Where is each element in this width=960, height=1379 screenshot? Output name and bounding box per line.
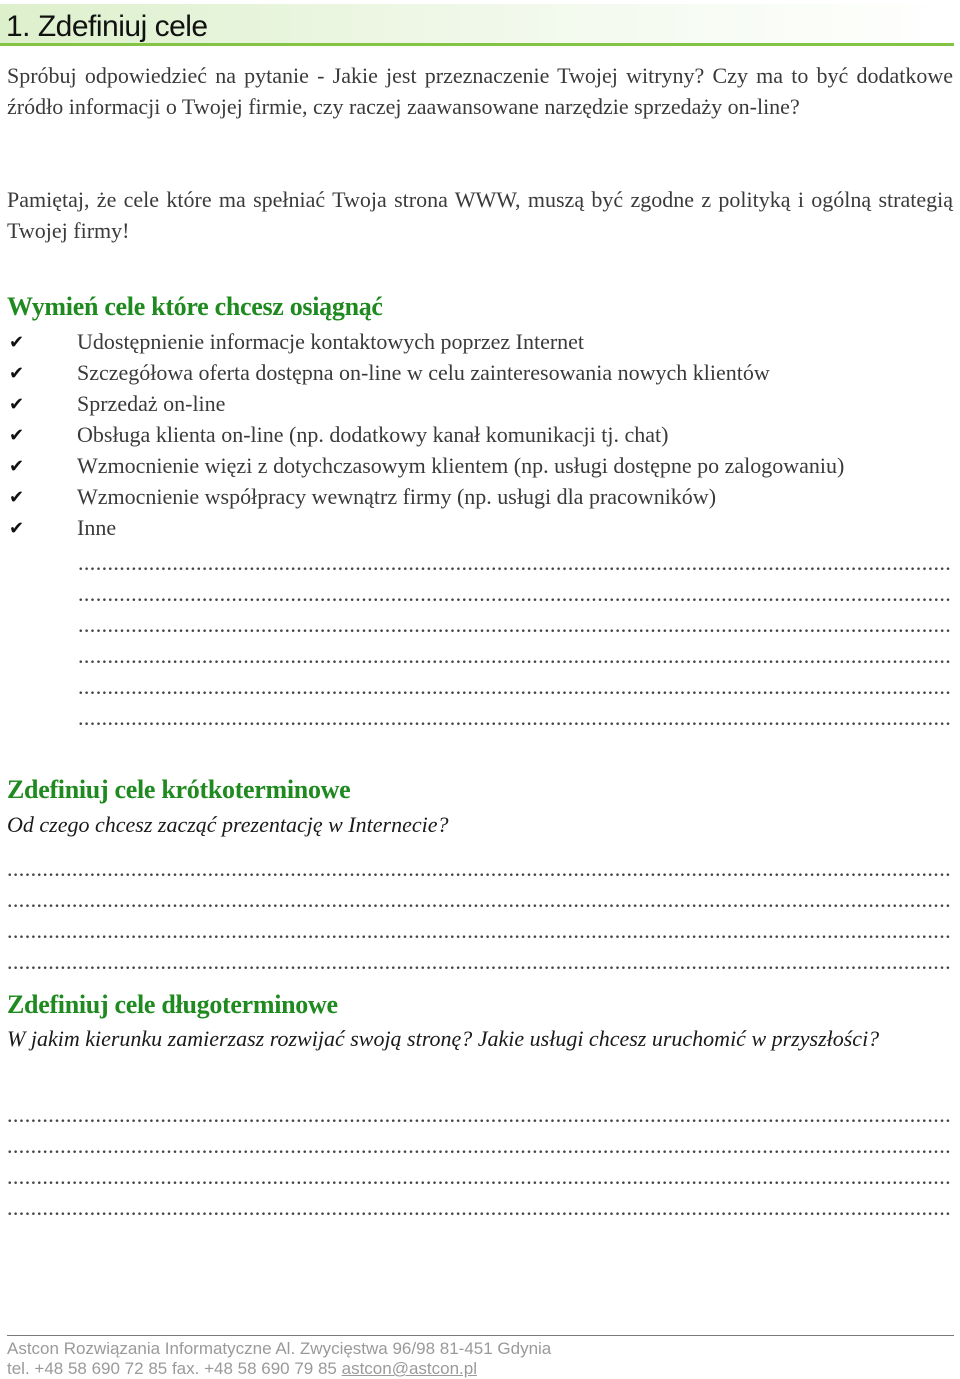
checkmark-icon: ✔: [9, 363, 25, 384]
goal-item: [7, 357, 953, 388]
footer-phone-fax: tel. +48 58 690 72 85 fax. +48 58 690 79 85: [7, 1359, 342, 1378]
short-term-question: Od czego chcesz zacząć prezentację w Internecie?: [7, 812, 449, 837]
checkmark-icon: ✔: [9, 518, 25, 539]
goal-item-label: Sprzedaż on-line: [77, 391, 226, 416]
goal-item: [7, 512, 953, 543]
goal-item-label: Obsługa klienta on-line (np. dodatkowy kanał komunikacji tj. chat): [77, 422, 669, 447]
long-term-question: W jakim kierunku zamierzasz rozwijać swoją stronę? Jakie usługi chcesz uruchomić w przyszłości?: [7, 1026, 880, 1051]
other-goals-fill-line: [78, 547, 950, 578]
short-term-fill-line: [7, 915, 950, 946]
footer-divider: [7, 1335, 954, 1336]
long-term-fill-line: [7, 1192, 950, 1223]
goal-item-label: Inne: [77, 515, 117, 540]
short-term-fill-line: [7, 884, 950, 915]
goal-item-label: Szczegółowa oferta dostępna on-line w celu zainteresowania nowych klientów: [77, 360, 770, 385]
goals-checklist: [7, 326, 953, 543]
short-term-fill-line: [7, 946, 950, 977]
checkmark-icon: ✔: [9, 425, 25, 446]
long-term-goals-heading: Zdefiniuj cele długoterminowe: [7, 990, 338, 1019]
long-term-fill-line: [7, 1161, 950, 1192]
goal-item: [7, 481, 953, 512]
checkmark-icon: ✔: [9, 332, 25, 353]
goal-item-label: Wzmocnienie współpracy wewnątrz firmy (np. usługi dla pracowników): [77, 484, 717, 509]
goal-item-label: Wzmocnienie więzi z dotychczasowym klientem (np. usługi dostępne po zalogowaniu): [77, 453, 845, 478]
short-term-goals-heading: Zdefiniuj cele krótkoterminowe: [7, 775, 351, 804]
footer-contact: [7, 1359, 477, 1379]
intro-paragraph-strategy: Pamiętaj, że cele które ma spełniać Twoja strona WWW, muszą być zgodne z polityką i ogólną strategią Twojej firmy!: [7, 187, 953, 243]
other-goals-fill-line: [78, 578, 950, 609]
other-goals-fill-line: [78, 671, 950, 702]
long-term-fill-line: [7, 1099, 950, 1130]
footer-address: Astcon Rozwiązania Informatyczne Al. Zwycięstwa 96/98 81-451 Gdynia: [7, 1339, 552, 1358]
section-header-bar: [0, 4, 954, 46]
other-goals-fill-line: [78, 609, 950, 640]
goal-item-label: Udostępnienie informacje kontaktowych poprzez Internet: [77, 329, 585, 354]
goal-item: [7, 326, 953, 357]
long-term-fill-line: [7, 1130, 950, 1161]
section-title: 1. Zdefiniuj cele: [6, 10, 208, 43]
checkmark-icon: ✔: [9, 487, 25, 508]
goal-item: [7, 419, 953, 450]
goal-item: [7, 388, 953, 419]
goal-item: [7, 450, 953, 481]
checkmark-icon: ✔: [9, 456, 25, 477]
goals-heading: Wymień cele które chcesz osiągnąć: [7, 292, 383, 321]
checkmark-icon: ✔: [9, 394, 25, 415]
other-goals-fill-line: [78, 640, 950, 671]
footer-email-link[interactable]: astcon@astcon.pl: [341, 1359, 478, 1378]
intro-paragraph-purpose: Spróbuj odpowiedzieć na pytanie - Jakie jest przeznaczenie Twojej witryny? Czy ma to być dodatkowe źródło informacji o Twojej firmie, czy raczej zaawansowane narzędzie sprzedaży on-line?: [7, 63, 953, 119]
short-term-fill-line: [7, 853, 950, 884]
other-goals-fill-line: [78, 702, 950, 733]
